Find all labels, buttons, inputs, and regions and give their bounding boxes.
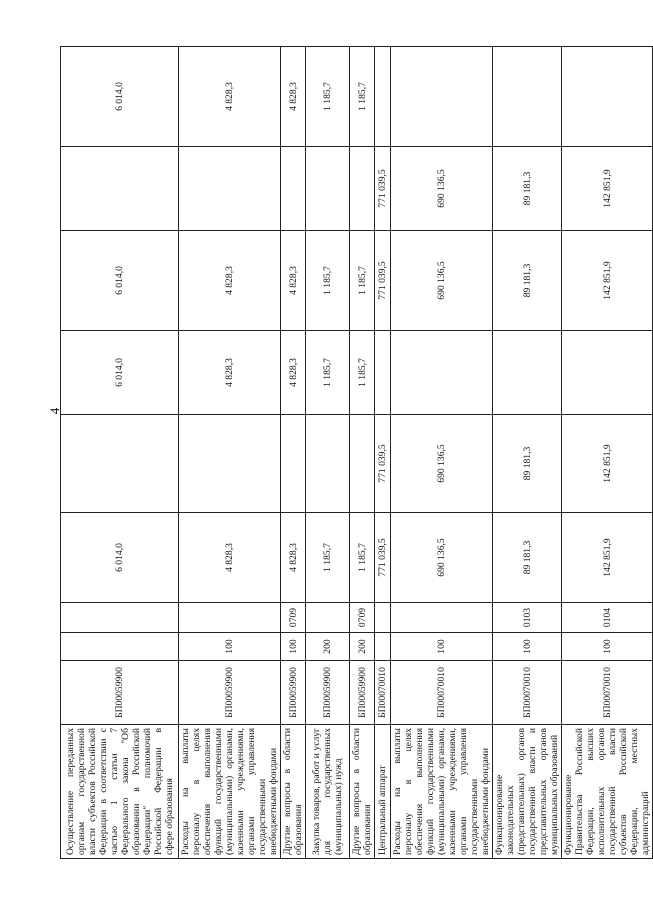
- amount-cell: [306, 147, 350, 231]
- amount-cell: 89 181,3: [493, 147, 562, 231]
- amount-cell: 690 136,5: [391, 415, 493, 513]
- table-row: [350, 47, 375, 859]
- table-frame: [60, 47, 651, 859]
- expense-type-cell: 200: [306, 633, 350, 661]
- row-name-cell: Расходы на выплаты персоналу в целях обеспечения выполнения функций государственными (муниципальными) органами, казенными учреждениями, органами управления государственными внебюджетными фондами: [179, 725, 281, 859]
- table-row: [61, 47, 179, 859]
- row-name-cell: Другие вопросы в области образования: [350, 725, 375, 859]
- target-article-cell: БП00070010: [391, 661, 493, 725]
- table-row: [562, 47, 653, 859]
- amount-cell: [391, 331, 493, 415]
- expense-type-cell: 100: [179, 633, 281, 661]
- row-name-cell: Расходы на выплаты персоналу в целях обеспечения выполнения функций государственными (муниципальными) органами, казенными учреждениями, органами управления государственными внебюджетными фондами: [391, 725, 493, 859]
- amount-cell: [375, 331, 391, 415]
- section-subsection-cell: 0709: [350, 603, 375, 633]
- amount-cell: 4 828,3: [281, 47, 306, 147]
- section-subsection-cell: 0104: [562, 603, 653, 633]
- amount-cell: [61, 415, 179, 513]
- target-article-cell: БП00059900: [306, 661, 350, 725]
- target-article-cell: БП00070010: [375, 661, 391, 725]
- amount-cell: 690 136,5: [391, 513, 493, 603]
- section-subsection-cell: [61, 603, 179, 633]
- amount-cell: [306, 415, 350, 513]
- amount-cell: 1 185,7: [306, 513, 350, 603]
- amount-cell: 89 181,3: [493, 415, 562, 513]
- amount-cell: 142 851,9: [562, 513, 653, 603]
- amount-cell: 1 185,7: [350, 513, 375, 603]
- section-subsection-cell: 0103: [493, 603, 562, 633]
- row-name-cell: Осуществление переданных органам государственной власти субъектов Российской Федерации в соответствии с частью 1 статьи 7 Федерального закона "Об образовании в Российской Федерации" полномочий Российской Федерации в сфере образования: [61, 725, 179, 859]
- amount-cell: [179, 415, 281, 513]
- expense-type-cell: 200: [350, 633, 375, 661]
- amount-cell: [375, 47, 391, 147]
- section-subsection-cell: 0709: [281, 603, 306, 633]
- amount-cell: 6 014,0: [61, 331, 179, 415]
- amount-cell: [350, 147, 375, 231]
- row-name-cell: Другие вопросы в области образования: [281, 725, 306, 859]
- table-row: [391, 47, 493, 859]
- amount-cell: 142 851,9: [562, 147, 653, 231]
- amount-cell: 4 828,3: [179, 231, 281, 331]
- target-article-cell: БП00070010: [493, 661, 562, 725]
- amount-cell: 1 185,7: [350, 231, 375, 331]
- amount-cell: [350, 415, 375, 513]
- table-body: [61, 47, 653, 859]
- amount-cell: [179, 147, 281, 231]
- budget-table: [60, 46, 653, 859]
- expense-type-cell: 100: [281, 633, 306, 661]
- amount-cell: 89 181,3: [493, 513, 562, 603]
- amount-cell: 690 136,5: [391, 147, 493, 231]
- expense-type-cell: 100: [391, 633, 493, 661]
- amount-cell: [391, 47, 493, 147]
- table-row: [306, 47, 350, 859]
- amount-cell: 4 828,3: [281, 331, 306, 415]
- amount-cell: [281, 415, 306, 513]
- amount-cell: 1 185,7: [306, 47, 350, 147]
- expense-type-cell: 100: [562, 633, 653, 661]
- table-row: [493, 47, 562, 859]
- amount-cell: 771 039,5: [375, 147, 391, 231]
- amount-cell: [562, 47, 653, 147]
- table-row: [179, 47, 281, 859]
- amount-cell: 6 014,0: [61, 513, 179, 603]
- amount-cell: 142 851,9: [562, 415, 653, 513]
- amount-cell: 4 828,3: [179, 47, 281, 147]
- amount-cell: [493, 47, 562, 147]
- section-subsection-cell: [306, 603, 350, 633]
- target-article-cell: БП00059900: [350, 661, 375, 725]
- amount-cell: [562, 331, 653, 415]
- section-subsection-cell: [179, 603, 281, 633]
- target-article-cell: БП00059900: [61, 661, 179, 725]
- expense-type-cell: [375, 633, 391, 661]
- amount-cell: 142 851,9: [562, 231, 653, 331]
- amount-cell: 1 185,7: [306, 231, 350, 331]
- page-number: 4: [47, 407, 62, 415]
- amount-cell: [281, 147, 306, 231]
- table-row: [375, 47, 391, 859]
- amount-cell: 771 039,5: [375, 231, 391, 331]
- amount-cell: 4 828,3: [281, 513, 306, 603]
- target-article-cell: БП00070010: [562, 661, 653, 725]
- amount-cell: 4 828,3: [281, 231, 306, 331]
- section-subsection-cell: [391, 603, 493, 633]
- amount-cell: 1 185,7: [350, 331, 375, 415]
- row-name-cell: Закупка товаров, работ и услуг для государственных (муниципальных) нужд: [306, 725, 350, 859]
- amount-cell: 690 136,5: [391, 231, 493, 331]
- section-subsection-cell: [375, 603, 391, 633]
- amount-cell: 6 014,0: [61, 231, 179, 331]
- row-name-cell: Функционирование Правительства Российской Федерации, высших исполнительных органов государственной власти субъектов Российской Федерации, местных администраций: [562, 725, 653, 859]
- amount-cell: 1 185,7: [306, 331, 350, 415]
- row-name-cell: Функционирование законодательных (представительных) органов государственной власти и представительных органов муниципальных образований: [493, 725, 562, 859]
- amount-cell: 771 039,5: [375, 415, 391, 513]
- amount-cell: 4 828,3: [179, 331, 281, 415]
- table-row: [281, 47, 306, 859]
- expense-type-cell: [61, 633, 179, 661]
- amount-cell: 6 014,0: [61, 47, 179, 147]
- amount-cell: [61, 147, 179, 231]
- amount-cell: 4 828,3: [179, 513, 281, 603]
- amount-cell: 771 039,5: [375, 513, 391, 603]
- target-article-cell: БП00059900: [179, 661, 281, 725]
- amount-cell: 1 185,7: [350, 47, 375, 147]
- amount-cell: 89 181,3: [493, 231, 562, 331]
- expense-type-cell: 100: [493, 633, 562, 661]
- amount-cell: [493, 331, 562, 415]
- target-article-cell: БП00059900: [281, 661, 306, 725]
- row-name-cell: Центральный аппарат: [375, 725, 391, 859]
- rotated-table-container: [60, 47, 651, 859]
